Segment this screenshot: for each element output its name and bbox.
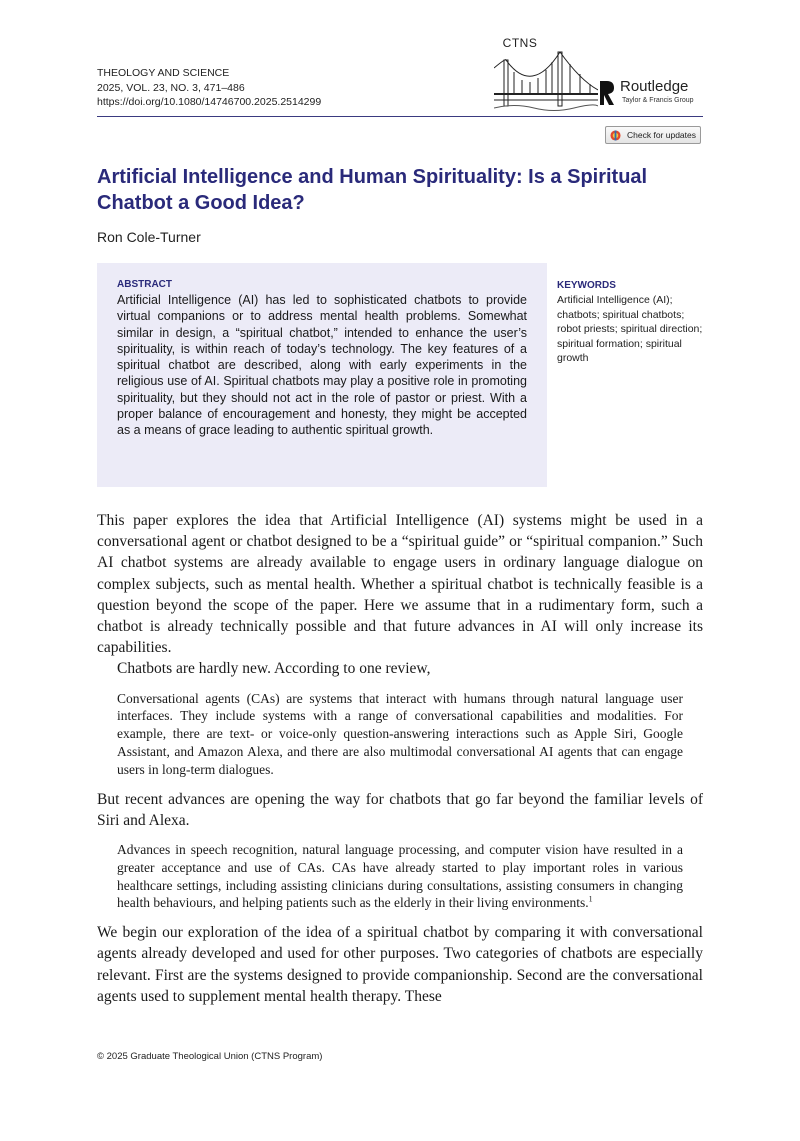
block-quote [117, 841, 683, 912]
bridge-icon [494, 50, 598, 112]
block-quote-text: Advances in speech recognition, natural language processing, and computer vision have resulted in a greater acceptance and use of CAs. CAs have already started to play important roles in various healthcare settings, including assisting clinicians during consultations, assisting consumers in changing health behaviours, and helping patients such as the elderly in their living environments. [117, 842, 683, 911]
publisher-name: Routledge [620, 78, 689, 95]
keywords-heading: KEYWORDS [557, 280, 616, 291]
keywords-list: Artificial Intelligence (AI); chatbots; spiritual chatbots; robot priests; spiritual direction; spiritual formation; spiritual growth [557, 294, 703, 365]
ctns-logo [494, 36, 598, 112]
publisher-logo [598, 77, 708, 109]
copyright-footer: © 2025 Graduate Theological Union (CTNS Program) [97, 1051, 323, 1062]
doi-link[interactable]: https://doi.org/10.1080/14746700.2025.2514299 [97, 96, 322, 108]
body-paragraph: Chatbots are hardly new. According to one review, [117, 660, 431, 678]
publisher-subtitle: Taylor & Francis Group [622, 97, 694, 104]
check-for-updates-label: Check for updates [627, 130, 696, 140]
block-quote: Conversational agents (CAs) are systems that interact with humans through natural language user interfaces. They include systems with a range of conversational capabilities and modalities. For example, there are text- or voice-only question-answering interactions such as Apple Siri, Google Assistant, and Amazon Alexa, and there are also multimodal conversational AI agents that can engage users in long-term dialogues. [117, 690, 683, 777]
abstract-text: Artificial Intelligence (AI) has led to sophisticated chatbots to provide virtual companions or to address mental health problems. Somewhat similar in design, a “spiritual chatbot,” intended to enhance the user’s spirituality, is within reach of today’s technology. The key features of a spiritual chatbot are described, along with early experiments in the religious use of AI. Spiritual chatbots may play a positive role in promoting spirituality, but they should not act in the role of pastor or priest. With a proper balance of encouragement and honesty, they might be accepted as a means of grace leading to authentic spiritual growth. [117, 293, 527, 438]
article-title: Artificial Intelligence and Human Spirituality: Is a Spiritual Chatbot a Good Idea? [97, 166, 648, 214]
abstract-heading: ABSTRACT [117, 279, 172, 290]
body-paragraph: This paper explores the idea that Artificial Intelligence (AI) systems might be used in a conversational agent or chatbot designed to be a “spiritual guide” or “spiritual companion.” Such AI chatbot systems are already available to engage users in ordinary language dialogue on complex subjects, such as mental health. Whether a spiritual chatbot is technically feasible is a question beyond the scope of the paper. Here we assume that in a rudimentary form, such a chatbot is already technically possible and that future advances in AI will only increase its capabilities. [97, 512, 703, 657]
body-paragraph: But recent advances are opening the way for chatbots that go far beyond the familiar levels of Siri and Alexa. [97, 790, 703, 829]
ctns-logo-text: CTNS [502, 36, 538, 50]
journal-info [97, 66, 321, 110]
crossmark-icon [610, 130, 621, 141]
volume-info: 2025, VOL. 23, NO. 3, 471–486 [97, 81, 245, 94]
article-body [97, 510, 703, 1007]
check-for-updates-button[interactable] [605, 126, 701, 144]
abstract-box [97, 263, 547, 487]
footnote-reference[interactable]: 1 [588, 894, 593, 904]
journal-name: THEOLOGY AND SCIENCE [97, 67, 230, 79]
body-paragraph: We begin our exploration of the idea of a spiritual chatbot by comparing it with conversational agents already developed and used for other purposes. Two categories of chatbots are especially relevant. First are the systems designed to provide companionship. Second are the conversational agents used to supplement mental health therapy. These [97, 924, 703, 1005]
article-author: Ron Cole-Turner [97, 229, 201, 245]
keywords-block [557, 280, 705, 366]
routledge-r-icon [598, 79, 616, 107]
header-divider [97, 116, 703, 117]
